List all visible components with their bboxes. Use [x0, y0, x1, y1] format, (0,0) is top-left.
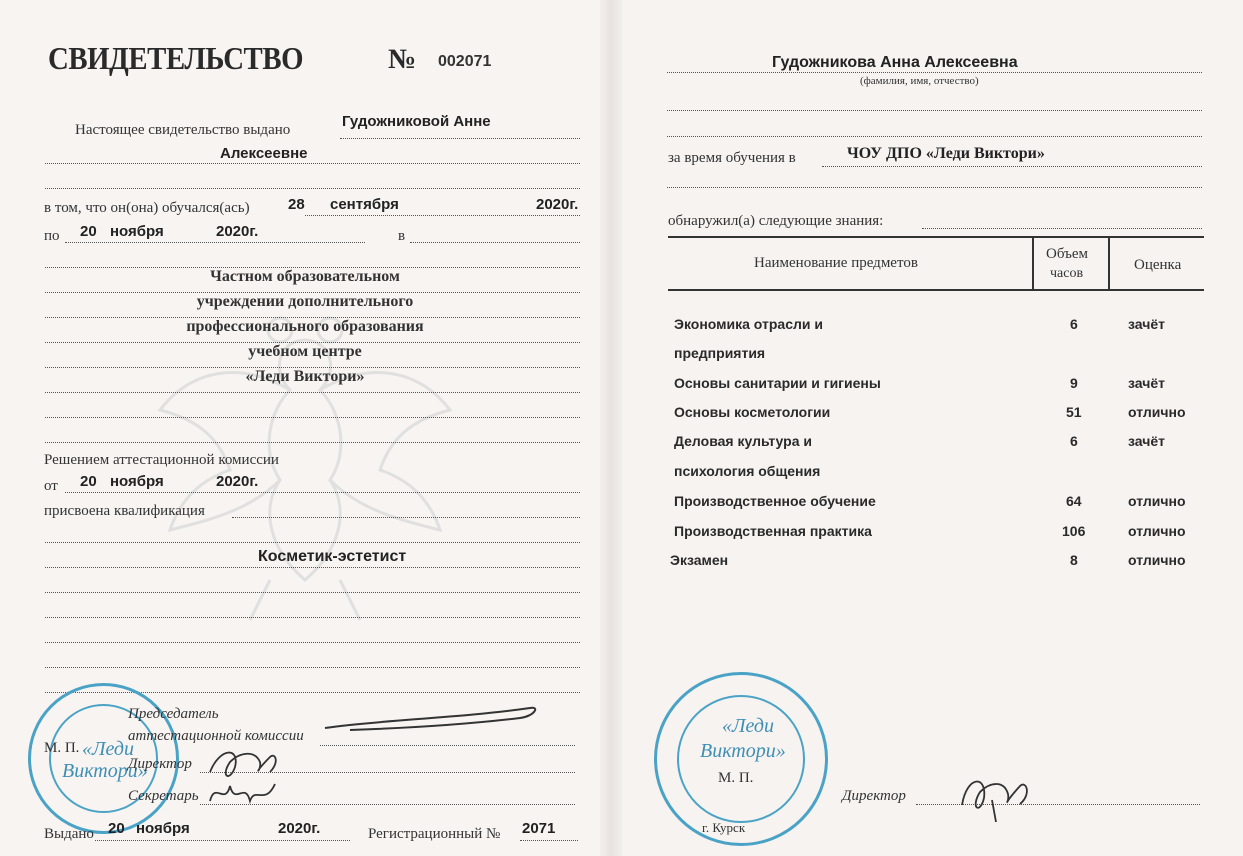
dotted-line — [45, 542, 580, 543]
table-row-hours: 6 — [1070, 316, 1078, 332]
commission-label: Решением аттестационной комиссии — [44, 452, 279, 468]
table-row-grade: зачёт — [1128, 375, 1165, 391]
ot-label: от — [44, 478, 58, 494]
table-row-grade: отлично — [1128, 493, 1186, 509]
table-row-subject: Деловая культура и — [674, 433, 812, 449]
table-row-grade: отлично — [1128, 404, 1186, 420]
certificate-left-page — [0, 0, 621, 856]
dotted-line — [45, 392, 580, 393]
dotted-line — [340, 138, 580, 139]
mp-label: М. П. — [44, 740, 80, 756]
issued-day: 20 — [108, 820, 125, 837]
end-day: 20 — [80, 223, 97, 240]
table-row-hours: 9 — [1070, 375, 1078, 391]
full-name: Гудожникова Анна Алексеевна — [772, 54, 1018, 71]
qualification-label: присвоена квалификация — [44, 503, 205, 519]
knowledge-label: обнаружил(а) следующие знания: — [668, 213, 884, 229]
table-row-hours: 51 — [1066, 404, 1082, 420]
stamp-text-1: «Леди — [722, 715, 775, 737]
document-title: СВИДЕТЕЛЬСТВО — [48, 40, 304, 76]
dotted-line — [45, 442, 580, 443]
director-label: Директор — [128, 756, 192, 772]
dotted-line — [45, 163, 580, 164]
table-row-subject: Экономика отрасли и — [674, 316, 823, 332]
recipient-line-1: Гудожниковой Анне — [342, 113, 491, 130]
table-col-divider — [1108, 236, 1110, 290]
table-header-hours-2: часов — [1050, 266, 1084, 281]
table-row-subject: психология общения — [674, 463, 821, 479]
end-month: ноября — [110, 223, 164, 240]
qualification-value: Косметик-эстетист — [258, 548, 407, 565]
page-fold — [600, 0, 622, 856]
institution-line-1: Частном образовательном — [210, 268, 400, 285]
dotted-line — [667, 136, 1202, 137]
start-year: 2020г. — [536, 196, 579, 213]
commission-year: 2020г. — [216, 473, 259, 490]
certificate-right-page — [622, 0, 1243, 856]
table-row-subject: Основы санитарии и гигиены — [674, 375, 881, 391]
table-header-grade: Оценка — [1134, 257, 1182, 273]
issued-date-label: Выдано — [44, 826, 94, 842]
issued-month: ноября — [136, 820, 190, 837]
city-label: г. Курск — [702, 820, 746, 835]
dotted-line — [95, 840, 350, 841]
table-row-grade: отлично — [1128, 552, 1186, 568]
dotted-line — [667, 110, 1202, 111]
dotted-line — [922, 228, 1202, 229]
dotted-line — [520, 840, 578, 841]
start-day: 28 — [288, 196, 305, 213]
registration-label: Регистрационный № — [368, 826, 501, 842]
studied-label: в том, что он(она) обучался(ась) — [44, 200, 250, 216]
table-row-hours: 8 — [1070, 552, 1078, 568]
commission-day: 20 — [80, 473, 97, 490]
school-name: ЧОУ ДПО «Леди Виктори» — [847, 145, 1045, 162]
mp-label: М. П. — [718, 770, 754, 786]
dotted-line — [822, 166, 1202, 167]
table-row-hours: 106 — [1062, 523, 1086, 539]
table-header-subject: Наименование предметов — [754, 255, 918, 271]
table-row-subject: предприятия — [674, 345, 766, 361]
table-top-border — [668, 236, 1204, 238]
commission-month: ноября — [110, 473, 164, 490]
dotted-line — [232, 517, 580, 518]
dotted-line — [45, 592, 580, 593]
chair-signature — [320, 700, 550, 740]
table-row-grade: зачёт — [1128, 433, 1165, 449]
stamp-text-2: Виктори» — [62, 760, 148, 782]
table-row-hours: 6 — [1070, 433, 1078, 449]
end-year: 2020г. — [216, 223, 259, 240]
full-name-caption: (фамилия, имя, отчество) — [860, 75, 979, 87]
certificate-number: 002071 — [438, 53, 492, 70]
issued-label: Настоящее свидетельство выдано — [75, 122, 291, 138]
dotted-line — [320, 745, 575, 746]
chair-label-2: аттестационной комиссии — [128, 728, 304, 744]
dotted-line — [45, 642, 580, 643]
dotted-line — [45, 617, 580, 618]
v-label: в — [398, 228, 406, 244]
dotted-line — [45, 417, 580, 418]
institution-line-3: профессионального образования — [186, 318, 424, 335]
secretary-signature — [205, 776, 285, 816]
table-row-hours: 64 — [1066, 493, 1082, 509]
recipient-line-2: Алексеевне — [220, 145, 308, 162]
table-row-subject: Производственное обучение — [674, 493, 876, 509]
institution-line-5: «Леди Виктори» — [245, 368, 365, 385]
table-col-divider — [1032, 236, 1034, 290]
dotted-line — [45, 188, 580, 189]
table-row-subject: Основы косметологии — [674, 404, 831, 420]
table-row-subject: Экзамен — [670, 552, 729, 568]
dotted-line — [305, 215, 580, 216]
director-signature — [952, 770, 1042, 825]
start-month: сентября — [330, 196, 399, 213]
table-header-hours-1: Объем — [1046, 246, 1088, 262]
table-row-grade: зачёт — [1128, 316, 1165, 332]
table-row-grade: отлично — [1128, 523, 1186, 539]
during-label: за время обучения в — [668, 150, 796, 166]
dotted-line — [45, 567, 580, 568]
director-label: Директор — [842, 788, 906, 804]
dotted-line — [65, 242, 365, 243]
po-label: по — [44, 228, 60, 244]
secretary-label: Секретарь — [128, 788, 199, 804]
stamp-text-1: «Леди — [82, 738, 135, 760]
dotted-line — [65, 492, 580, 493]
table-header-bottom-border — [668, 289, 1204, 291]
institution-line-2: учреждении дополнительного — [196, 293, 414, 310]
number-sign: № — [388, 44, 417, 75]
dotted-line — [667, 187, 1202, 188]
issued-year: 2020г. — [278, 820, 321, 837]
dotted-line — [45, 667, 580, 668]
institution-line-4: учебном центре — [248, 343, 362, 360]
stamp-text-2: Виктори» — [700, 740, 786, 762]
dotted-line — [410, 242, 580, 243]
table-row-subject: Производственная практика — [674, 523, 872, 539]
chair-label: Председатель — [128, 706, 219, 722]
dotted-line — [667, 72, 1202, 73]
registration-number: 2071 — [522, 820, 556, 837]
